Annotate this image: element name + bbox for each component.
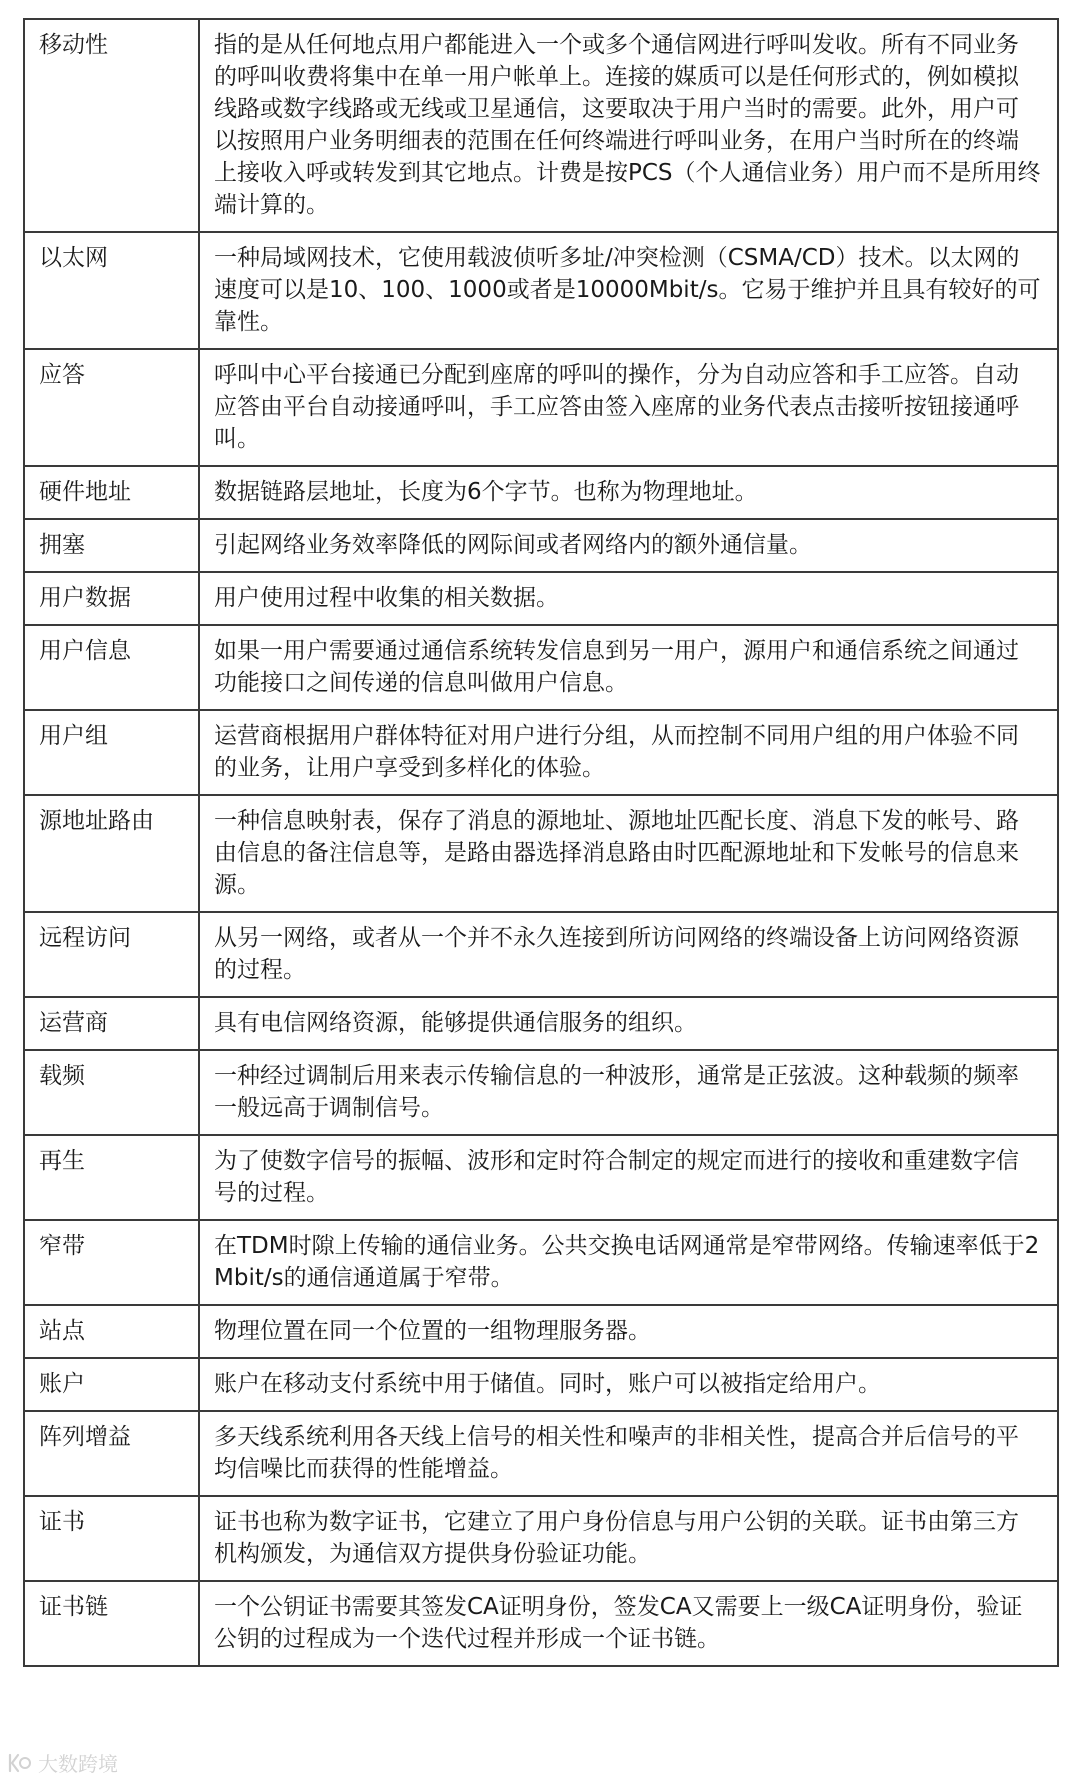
term-cell: 以太网 (24, 232, 199, 349)
definition-cell: 如果一用户需要通过通信系统转发信息到另一用户，源用户和通信系统之间通过功能接口之间传递的信息叫做用户信息。 (199, 625, 1058, 710)
glossary-row (24, 572, 1058, 625)
glossary-row (24, 232, 1058, 349)
definition-cell: 一种经过调制后用来表示传输信息的一种波形，通常是正弦波。这种载频的频率一般远高于调制信号。 (199, 1050, 1058, 1135)
glossary-row (24, 1220, 1058, 1305)
definition-cell: 在TDM时隙上传输的通信业务。公共交换电话网通常是窄带网络。传输速率低于2Mbit/s的通信通道属于窄带。 (199, 1220, 1058, 1305)
definition-cell: 账户在移动支付系统中用于储值。同时，账户可以被指定给用户。 (199, 1358, 1058, 1411)
term-cell: 运营商 (24, 997, 199, 1050)
term-cell: 载频 (24, 1050, 199, 1135)
term-cell: 证书链 (24, 1581, 199, 1666)
definition-cell: 指的是从任何地点用户都能进入一个或多个通信网进行呼叫发收。所有不同业务的呼叫收费将集中在单一用户帐单上。连接的媒质可以是任何形式的，例如模拟线路或数字线路或无线或卫星通信，这要取决于用户当时的需要。此外，用户可以按照用户业务明细表的范围在任何终端进行呼叫业务，在用户当时所在的终端上接收入呼或转发到其它地点。计费是按PCS（个人通信业务）用户而不是所用终端计算的。 (199, 19, 1058, 232)
definition-cell: 呼叫中心平台接通已分配到座席的呼叫的操作，分为自动应答和手工应答。自动应答由平台自动接通呼叫，手工应答由签入座席的业务代表点击接听按钮接通呼叫。 (199, 349, 1058, 466)
term-cell: 账户 (24, 1358, 199, 1411)
definition-cell: 具有电信网络资源，能够提供通信服务的组织。 (199, 997, 1058, 1050)
kuajing-logo-icon (6, 1752, 32, 1774)
definition-cell: 运营商根据用户群体特征对用户进行分组，从而控制不同用户组的用户体验不同的业务，让用户享受到多样化的体验。 (199, 710, 1058, 795)
definition-cell: 用户使用过程中收集的相关数据。 (199, 572, 1058, 625)
glossary-row (24, 349, 1058, 466)
glossary-row (24, 1496, 1058, 1581)
watermark-text: 大数跨境 (38, 1752, 118, 1776)
definition-cell: 一种信息映射表，保存了消息的源地址、源地址匹配长度、消息下发的帐号、路由信息的备注信息等，是路由器选择消息路由时匹配源地址和下发帐号的信息来源。 (199, 795, 1058, 912)
glossary-row (24, 519, 1058, 572)
watermark (6, 1748, 118, 1777)
definition-cell: 一种局域网技术，它使用载波侦听多址/冲突检测（CSMA/CD）技术。以太网的速度可以是10、100、1000或者是10000Mbit/s。它易于维护并且具有较好的可靠性。 (199, 232, 1058, 349)
glossary-row (24, 19, 1058, 232)
glossary-row (24, 795, 1058, 912)
term-cell: 站点 (24, 1305, 199, 1358)
glossary-row (24, 1411, 1058, 1496)
term-cell: 窄带 (24, 1220, 199, 1305)
glossary-row (24, 625, 1058, 710)
glossary-row (24, 997, 1058, 1050)
term-cell: 用户组 (24, 710, 199, 795)
glossary-row (24, 1581, 1058, 1666)
definition-cell: 物理位置在同一个位置的一组物理服务器。 (199, 1305, 1058, 1358)
term-cell: 拥塞 (24, 519, 199, 572)
term-cell: 应答 (24, 349, 199, 466)
glossary-row (24, 912, 1058, 997)
term-cell: 用户信息 (24, 625, 199, 710)
definition-cell: 数据链路层地址，长度为6个字节。也称为物理地址。 (199, 466, 1058, 519)
glossary-table (23, 18, 1059, 1667)
definition-cell: 引起网络业务效率降低的网际间或者网络内的额外通信量。 (199, 519, 1058, 572)
glossary-row (24, 466, 1058, 519)
term-cell: 阵列增益 (24, 1411, 199, 1496)
term-cell: 移动性 (24, 19, 199, 232)
glossary-row (24, 1305, 1058, 1358)
glossary-row (24, 1135, 1058, 1220)
term-cell: 用户数据 (24, 572, 199, 625)
definition-cell: 从另一网络，或者从一个并不永久连接到所访问网络的终端设备上访问网络资源的过程。 (199, 912, 1058, 997)
term-cell: 远程访问 (24, 912, 199, 997)
term-cell: 再生 (24, 1135, 199, 1220)
definition-cell: 证书也称为数字证书，它建立了用户身份信息与用户公钥的关联。证书由第三方机构颁发，为通信双方提供身份验证功能。 (199, 1496, 1058, 1581)
definition-cell: 多天线系统利用各天线上信号的相关性和噪声的非相关性，提高合并后信号的平均信噪比而获得的性能增益。 (199, 1411, 1058, 1496)
glossary-body (24, 19, 1058, 1666)
term-cell: 源地址路由 (24, 795, 199, 912)
glossary-row (24, 1050, 1058, 1135)
definition-cell: 为了使数字信号的振幅、波形和定时符合制定的规定而进行的接收和重建数字信号的过程。 (199, 1135, 1058, 1220)
glossary-row (24, 1358, 1058, 1411)
term-cell: 硬件地址 (24, 466, 199, 519)
term-cell: 证书 (24, 1496, 199, 1581)
glossary-row (24, 710, 1058, 795)
definition-cell: 一个公钥证书需要其签发CA证明身份，签发CA又需要上一级CA证明身份，验证公钥的过程成为一个迭代过程并形成一个证书链。 (199, 1581, 1058, 1666)
